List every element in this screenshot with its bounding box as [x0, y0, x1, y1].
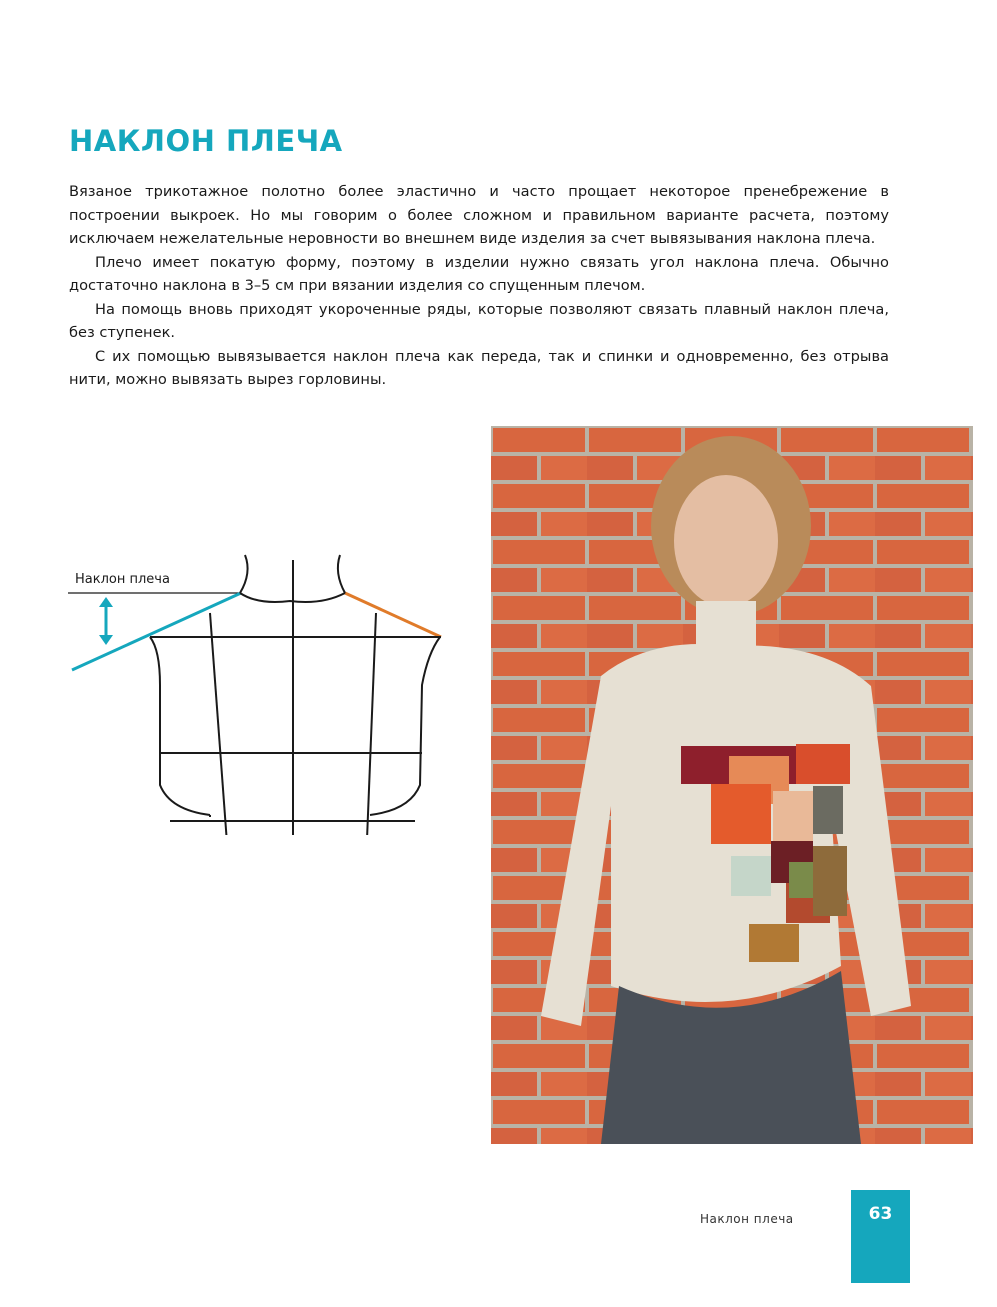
shoulder-slope-diagram: [60, 545, 450, 835]
page-title: НАКЛОН ПЛЕЧА: [69, 124, 343, 158]
body-outline: [150, 555, 440, 817]
diagram-label: Наклон плеча: [75, 572, 170, 587]
paragraph: Вязаное трикотажное полотно более эластично и часто прощает некоторое пренебрежение в построении выкроек. Но мы говорим о более сложном и правильном варианте расчета, поэтому исключаем нежелательные неровности во внешнем виде изделия за счет вывязывания наклона плеча.: [69, 183, 889, 247]
page-number-tab: [851, 1190, 910, 1283]
running-title: Наклон плеча: [700, 1212, 794, 1226]
sweater-photo: [491, 426, 973, 1144]
paragraph: Плечо имеет покатую форму, поэтому в изделии нужно связать угол наклона плеча. Обычно достаточно наклона в 3–5 см при вязании изделия со спущенным плечом.: [69, 253, 889, 294]
page-number: 63: [868, 1204, 893, 1224]
shoulder-slope-line-orange: [345, 593, 441, 637]
double-arrow-icon: [99, 597, 113, 645]
paragraph: На помощь вновь приходят укороченные ряды, которые позволяют связать плавный наклон плеча, без ступенек.: [69, 300, 889, 341]
paragraph: С их помощью вывязывается наклон плеча как переда, так и спинки и одновременно, без отрыва нити, можно вывязать вырез горловины.: [69, 347, 889, 388]
shoulder-slope-line: [72, 593, 241, 670]
body-text: [69, 180, 889, 392]
